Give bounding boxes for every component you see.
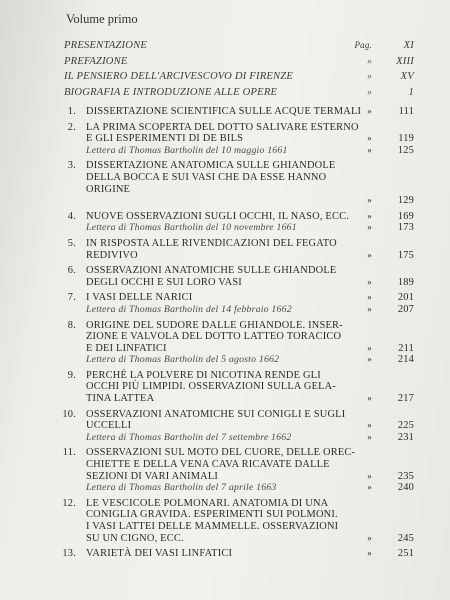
toc-number: 12. — [62, 497, 76, 509]
toc-number: 7. — [67, 292, 76, 304]
toc-page-number: 201 — [397, 292, 414, 304]
toc-title: ZIONE E VALVOLA DEL DOTTO LATTEO TORACICO — [86, 331, 342, 343]
toc-row — [0, 509, 450, 521]
toc-page-number: 240 — [397, 482, 414, 494]
toc-number: 8. — [67, 319, 76, 331]
toc-row — [0, 211, 450, 223]
toc-page-number: 175 — [397, 249, 414, 261]
toc-row — [0, 471, 450, 483]
toc-title: SEZIONI DI VARI ANIMALI — [86, 470, 219, 482]
toc-ditto-mark: » — [367, 276, 372, 287]
toc-row — [0, 381, 450, 393]
toc-page-number: 189 — [397, 276, 414, 288]
toc-ditto-mark: » — [367, 548, 372, 559]
toc-ditto-mark: » — [367, 144, 372, 155]
toc-letter-row — [0, 482, 450, 494]
toc-title: PRESENTAZIONE — [64, 40, 148, 51]
toc-title: Lettera di Thomas Bartholin del 14 febbraio 1662 — [86, 303, 292, 315]
toc-number: 9. — [67, 369, 76, 381]
toc-front-row — [0, 87, 450, 103]
toc-page-number: 245 — [397, 532, 414, 544]
toc-row — [0, 106, 450, 118]
toc-title: DEGLI OCCHI E SUI LORO VASI — [86, 276, 242, 288]
toc-page-number: 111 — [398, 106, 414, 117]
toc-title: TINA LATTEA — [86, 393, 155, 405]
toc-number: 3. — [67, 160, 76, 172]
toc-title: DISSERTAZIONE ANATOMICA SULLE GHIANDOLE — [86, 160, 336, 172]
toc-ditto-mark: » — [367, 86, 372, 97]
toc-number: 6. — [67, 265, 76, 277]
toc-ditto-mark: » — [367, 210, 372, 221]
toc-letter-row — [0, 222, 450, 234]
toc-ditto-mark: » — [367, 532, 372, 543]
toc-page-number: XI — [403, 40, 414, 51]
toc-title: REDIVIVO — [86, 249, 138, 261]
toc-ditto-mark: » — [367, 133, 372, 144]
toc-title: LA PRIMA SCOPERTA DEL DOTTO SALIVARE ESTERNO — [86, 121, 359, 133]
toc-number: 10. — [62, 408, 76, 420]
toc-front-row — [0, 56, 450, 72]
toc-page-number: 173 — [397, 222, 414, 234]
table-of-contents — [0, 40, 450, 560]
toc-number: 1. — [67, 106, 76, 117]
toc-title: E DEI LINFATICI — [86, 342, 167, 354]
toc-ditto-mark: » — [367, 470, 372, 481]
toc-title: Lettera di Thomas Bartholin del 7 aprile 1663 — [86, 482, 277, 494]
toc-title: DELLA BOCCA E SUI VASI CHE DA ESSE HANNO — [86, 171, 327, 183]
toc-letter-row — [0, 145, 450, 157]
toc-title: Lettera di Thomas Bartholin del 7 settembre 1662 — [86, 431, 292, 443]
toc-ditto-mark: » — [367, 292, 372, 303]
toc-row — [0, 133, 450, 145]
toc-letter-row — [0, 304, 450, 316]
toc-page-number: 217 — [397, 393, 414, 405]
toc-row — [0, 521, 450, 533]
toc-page-number: 231 — [397, 431, 414, 443]
toc-title: I VASI LATTEI DELLE MAMMELLE. OSSERVAZIONI — [86, 521, 339, 532]
toc-page-number: 225 — [397, 420, 414, 432]
toc-row — [0, 459, 450, 471]
toc-row — [0, 265, 450, 277]
toc-ditto-mark: » — [367, 393, 372, 404]
toc-front-row — [0, 71, 450, 87]
toc-title: UCCELLI — [86, 420, 132, 432]
toc-row — [0, 320, 450, 332]
toc-page-number: 125 — [397, 144, 414, 156]
toc-ditto-mark: » — [367, 342, 372, 353]
toc-front-row — [0, 40, 450, 56]
toc-ditto-mark: » — [367, 222, 372, 233]
toc-row — [0, 172, 450, 184]
toc-page-number: 214 — [397, 354, 414, 366]
toc-title: ORIGINE — [86, 183, 131, 195]
toc-title: DISSERTAZIONE SCIENTIFICA SULLE ACQUE TERMALI — [86, 106, 362, 117]
toc-title: OCCHI PIÙ LIMPIDI. OSSERVAZIONI SULLA GELA- — [86, 381, 337, 393]
toc-ditto-mark: » — [367, 420, 372, 431]
toc-row — [0, 160, 450, 172]
toc-page-number: 119 — [398, 133, 414, 145]
toc-title: I VASI DELLE NARICI — [86, 292, 193, 304]
toc-title: Lettera di Thomas Bartholin del 10 novembre 1661 — [86, 222, 297, 234]
toc-ditto-mark: » — [367, 431, 372, 442]
toc-page-number: 1 — [408, 86, 414, 98]
toc-row — [0, 548, 450, 560]
toc-title: OSSERVAZIONI ANATOMICHE SUI CONIGLI E SUGLI — [86, 408, 346, 420]
toc-ditto-mark: » — [367, 249, 372, 260]
toc-number: 2. — [67, 121, 76, 133]
toc-title: CONIGLIA GRAVIDA. ESPERIMENTI SUI POLMONI. — [86, 509, 338, 521]
toc-title: PREFAZIONE — [64, 55, 128, 67]
toc-page-number: 251 — [397, 548, 414, 560]
toc-number: 4. — [67, 210, 76, 222]
toc-ditto-mark: » — [367, 303, 372, 314]
toc-page-number: XIII — [396, 55, 414, 67]
toc-title: IL PENSIERO DELL'ARCIVESCOVO DI FIRENZE — [64, 71, 294, 82]
toc-title: E GLI ESPERIMENTI DI DE BILS — [86, 133, 244, 145]
toc-row — [0, 277, 450, 289]
toc-row — [0, 238, 450, 250]
toc-row — [0, 122, 450, 134]
volume-title: Volume primo — [66, 12, 138, 26]
toc-title: Lettera di Thomas Bartholin del 10 maggio 1661 — [86, 144, 288, 156]
toc-title: OSSERVAZIONI SUL MOTO DEL CUORE, DELLE OREC- — [86, 447, 356, 459]
toc-title: ORIGINE DEL SUDORE DALLE GHIANDOLE. INSER- — [86, 319, 343, 331]
toc-row — [0, 250, 450, 262]
toc-row — [0, 498, 450, 510]
toc-row — [0, 343, 450, 355]
toc-row — [0, 292, 450, 304]
toc-page-number: 235 — [397, 470, 414, 482]
toc-number: 13. — [62, 548, 76, 560]
toc-row — [0, 331, 450, 343]
toc-letter-row — [0, 354, 450, 366]
toc-number: 5. — [67, 237, 76, 249]
toc-ditto-mark: » — [367, 106, 372, 116]
toc-title: SU UN CIGNO, ECC. — [86, 532, 184, 544]
toc-row — [0, 420, 450, 432]
toc-title: Lettera di Thomas Bartholin del 5 agosto 1662 — [86, 354, 280, 366]
toc-row — [0, 409, 450, 421]
toc-page-number: 169 — [397, 210, 414, 222]
toc-page-number: 129 — [397, 195, 414, 207]
toc-number: 11. — [62, 447, 76, 459]
toc-row — [0, 447, 450, 459]
toc-ditto-mark: » — [367, 482, 372, 493]
toc-title: NUOVE OSSERVAZIONI SUGLI OCCHI, IL NASO, ECC. — [86, 210, 350, 222]
toc-row — [0, 370, 450, 382]
toc-row — [0, 533, 450, 545]
toc-ditto-mark: » — [367, 354, 372, 365]
toc-page-number: 211 — [398, 342, 414, 354]
toc-row — [0, 195, 450, 207]
toc-page-number: 207 — [397, 303, 414, 315]
toc-title: LE VESCICOLE POLMONARI. ANATOMIA DI UNA — [86, 497, 329, 509]
toc-title: VARIETÀ DEI VASI LINFATICI — [86, 548, 233, 560]
toc-title: BIOGRAFIA E INTRODUZIONE ALLE OPERE — [64, 86, 278, 98]
toc-row — [0, 393, 450, 405]
toc-ditto-mark: » — [367, 71, 372, 81]
toc-page-number: XV — [400, 71, 414, 82]
toc-title: OSSERVAZIONI ANATOMICHE SULLE GHIANDOLE — [86, 265, 337, 277]
toc-row — [0, 184, 450, 196]
toc-title: CHIETTE E DELLA VENA CAVA RICAVATE DALLE — [86, 459, 330, 471]
toc-ditto-mark: » — [367, 55, 372, 66]
toc-ditto-mark: Pag. — [354, 40, 372, 50]
toc-ditto-mark: » — [367, 195, 372, 206]
toc-title: IN RISPOSTA ALLE RIVENDICAZIONI DEL FEGATO — [86, 237, 337, 249]
toc-letter-row — [0, 432, 450, 444]
toc-title: PERCHÉ LA POLVERE DI NICOTINA RENDE GLI — [86, 369, 321, 381]
